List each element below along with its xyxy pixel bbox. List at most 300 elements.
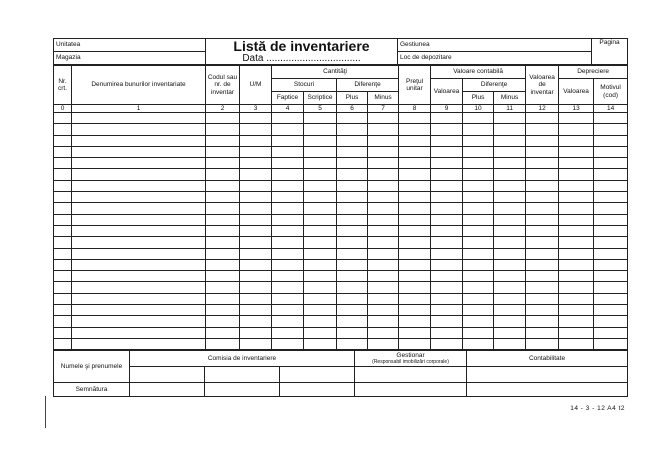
table-cell[interactable] bbox=[206, 180, 240, 191]
table-cell[interactable] bbox=[526, 305, 559, 316]
table-cell[interactable] bbox=[72, 338, 206, 349]
table-cell[interactable] bbox=[594, 259, 628, 270]
table-cell[interactable] bbox=[559, 158, 594, 169]
table-cell[interactable] bbox=[337, 338, 368, 349]
table-cell[interactable] bbox=[272, 259, 304, 270]
table-cell[interactable] bbox=[559, 113, 594, 124]
table-cell[interactable] bbox=[240, 327, 272, 338]
table-cell[interactable] bbox=[399, 113, 431, 124]
table-cell[interactable] bbox=[337, 135, 368, 146]
table-cell[interactable] bbox=[463, 124, 494, 135]
table-cell[interactable] bbox=[399, 305, 431, 316]
table-cell[interactable] bbox=[594, 271, 628, 282]
table-cell[interactable] bbox=[431, 237, 463, 248]
table-cell[interactable] bbox=[526, 225, 559, 236]
table-cell[interactable] bbox=[337, 237, 368, 248]
table-cell[interactable] bbox=[240, 316, 272, 327]
table-cell[interactable] bbox=[526, 135, 559, 146]
table-cell[interactable] bbox=[559, 293, 594, 304]
gestionar-signature[interactable] bbox=[355, 383, 467, 397]
comisia-member-2-signature[interactable] bbox=[205, 383, 280, 397]
table-cell[interactable] bbox=[526, 169, 559, 180]
table-cell[interactable] bbox=[399, 327, 431, 338]
table-cell[interactable] bbox=[72, 237, 206, 248]
table-cell[interactable] bbox=[206, 203, 240, 214]
table-cell[interactable] bbox=[72, 305, 206, 316]
table-cell[interactable] bbox=[240, 124, 272, 135]
table-cell[interactable] bbox=[54, 169, 72, 180]
table-cell[interactable] bbox=[559, 192, 594, 203]
table-cell[interactable] bbox=[272, 180, 304, 191]
table-cell[interactable] bbox=[272, 169, 304, 180]
table-cell[interactable] bbox=[206, 214, 240, 225]
table-cell[interactable] bbox=[368, 169, 399, 180]
table-cell[interactable] bbox=[559, 271, 594, 282]
table-cell[interactable] bbox=[54, 338, 72, 349]
table-cell[interactable] bbox=[431, 113, 463, 124]
table-cell[interactable] bbox=[594, 158, 628, 169]
table-cell[interactable] bbox=[594, 282, 628, 293]
table-cell[interactable] bbox=[494, 259, 526, 270]
table-cell[interactable] bbox=[594, 293, 628, 304]
table-cell[interactable] bbox=[494, 146, 526, 157]
table-cell[interactable] bbox=[54, 146, 72, 157]
table-cell[interactable] bbox=[559, 214, 594, 225]
table-cell[interactable] bbox=[594, 214, 628, 225]
table-cell[interactable] bbox=[526, 271, 559, 282]
table-cell[interactable] bbox=[431, 259, 463, 270]
table-cell[interactable] bbox=[272, 248, 304, 259]
table-cell[interactable] bbox=[272, 316, 304, 327]
table-cell[interactable] bbox=[304, 259, 337, 270]
table-cell[interactable] bbox=[594, 146, 628, 157]
table-cell[interactable] bbox=[206, 192, 240, 203]
table-cell[interactable] bbox=[54, 214, 72, 225]
table-cell[interactable] bbox=[54, 203, 72, 214]
table-cell[interactable] bbox=[304, 192, 337, 203]
table-cell[interactable] bbox=[368, 282, 399, 293]
table-cell[interactable] bbox=[399, 203, 431, 214]
table-cell[interactable] bbox=[559, 225, 594, 236]
table-cell[interactable] bbox=[272, 113, 304, 124]
table-cell[interactable] bbox=[431, 146, 463, 157]
table-cell[interactable] bbox=[494, 271, 526, 282]
table-cell[interactable] bbox=[431, 169, 463, 180]
table-cell[interactable] bbox=[304, 271, 337, 282]
table-cell[interactable] bbox=[431, 124, 463, 135]
table-cell[interactable] bbox=[494, 225, 526, 236]
table-cell[interactable] bbox=[337, 124, 368, 135]
table-cell[interactable] bbox=[337, 305, 368, 316]
table-cell[interactable] bbox=[54, 248, 72, 259]
table-cell[interactable] bbox=[54, 293, 72, 304]
table-cell[interactable] bbox=[206, 293, 240, 304]
table-cell[interactable] bbox=[304, 327, 337, 338]
table-cell[interactable] bbox=[559, 338, 594, 349]
table-cell[interactable] bbox=[206, 248, 240, 259]
table-cell[interactable] bbox=[304, 146, 337, 157]
table-cell[interactable] bbox=[240, 146, 272, 157]
table-cell[interactable] bbox=[72, 158, 206, 169]
table-cell[interactable] bbox=[494, 180, 526, 191]
table-cell[interactable] bbox=[368, 113, 399, 124]
table-cell[interactable] bbox=[337, 158, 368, 169]
table-cell[interactable] bbox=[594, 248, 628, 259]
table-cell[interactable] bbox=[463, 203, 494, 214]
table-cell[interactable] bbox=[206, 135, 240, 146]
table-cell[interactable] bbox=[463, 259, 494, 270]
table-cell[interactable] bbox=[431, 316, 463, 327]
table-cell[interactable] bbox=[594, 124, 628, 135]
table-cell[interactable] bbox=[72, 293, 206, 304]
table-cell[interactable] bbox=[72, 192, 206, 203]
table-cell[interactable] bbox=[594, 180, 628, 191]
table-cell[interactable] bbox=[240, 282, 272, 293]
table-cell[interactable] bbox=[206, 237, 240, 248]
table-cell[interactable] bbox=[559, 237, 594, 248]
table-cell[interactable] bbox=[399, 316, 431, 327]
table-cell[interactable] bbox=[272, 203, 304, 214]
table-cell[interactable] bbox=[72, 214, 206, 225]
table-cell[interactable] bbox=[494, 158, 526, 169]
table-cell[interactable] bbox=[272, 124, 304, 135]
table-cell[interactable] bbox=[72, 169, 206, 180]
table-cell[interactable] bbox=[206, 146, 240, 157]
table-cell[interactable] bbox=[337, 169, 368, 180]
table-cell[interactable] bbox=[206, 124, 240, 135]
pagina-cell[interactable] bbox=[592, 39, 628, 65]
table-cell[interactable] bbox=[272, 305, 304, 316]
table-cell[interactable] bbox=[206, 282, 240, 293]
comisia-member-1-name[interactable] bbox=[130, 367, 205, 383]
table-cell[interactable] bbox=[494, 316, 526, 327]
table-cell[interactable] bbox=[494, 214, 526, 225]
table-cell[interactable] bbox=[54, 180, 72, 191]
table-cell[interactable] bbox=[240, 169, 272, 180]
table-cell[interactable] bbox=[526, 237, 559, 248]
table-cell[interactable] bbox=[399, 169, 431, 180]
table-cell[interactable] bbox=[559, 169, 594, 180]
table-cell[interactable] bbox=[54, 135, 72, 146]
table-cell[interactable] bbox=[304, 282, 337, 293]
table-cell[interactable] bbox=[399, 180, 431, 191]
table-cell[interactable] bbox=[206, 169, 240, 180]
table-cell[interactable] bbox=[240, 225, 272, 236]
date-line[interactable]: Data .................................. bbox=[242, 53, 361, 64]
table-cell[interactable] bbox=[240, 259, 272, 270]
table-cell[interactable] bbox=[54, 282, 72, 293]
table-cell[interactable] bbox=[463, 146, 494, 157]
table-cell[interactable] bbox=[240, 248, 272, 259]
table-cell[interactable] bbox=[304, 180, 337, 191]
table-cell[interactable] bbox=[368, 259, 399, 270]
table-cell[interactable] bbox=[431, 214, 463, 225]
table-cell[interactable] bbox=[494, 124, 526, 135]
contabilitate-name[interactable] bbox=[467, 367, 628, 383]
table-cell[interactable] bbox=[304, 214, 337, 225]
table-cell[interactable] bbox=[463, 293, 494, 304]
table-cell[interactable] bbox=[594, 305, 628, 316]
comisia-member-3-signature[interactable] bbox=[280, 383, 355, 397]
table-cell[interactable] bbox=[272, 327, 304, 338]
table-cell[interactable] bbox=[304, 305, 337, 316]
table-cell[interactable] bbox=[463, 169, 494, 180]
table-cell[interactable] bbox=[304, 316, 337, 327]
table-cell[interactable] bbox=[206, 158, 240, 169]
table-cell[interactable] bbox=[431, 293, 463, 304]
table-cell[interactable] bbox=[240, 338, 272, 349]
table-cell[interactable] bbox=[399, 158, 431, 169]
table-cell[interactable] bbox=[240, 180, 272, 191]
table-cell[interactable] bbox=[240, 237, 272, 248]
table-cell[interactable] bbox=[594, 113, 628, 124]
table-cell[interactable] bbox=[594, 237, 628, 248]
table-cell[interactable] bbox=[54, 124, 72, 135]
table-cell[interactable] bbox=[304, 203, 337, 214]
table-cell[interactable] bbox=[206, 113, 240, 124]
table-cell[interactable] bbox=[526, 338, 559, 349]
table-cell[interactable] bbox=[272, 271, 304, 282]
table-cell[interactable] bbox=[304, 169, 337, 180]
table-cell[interactable] bbox=[526, 259, 559, 270]
table-cell[interactable] bbox=[240, 203, 272, 214]
table-cell[interactable] bbox=[72, 316, 206, 327]
table-cell[interactable] bbox=[463, 305, 494, 316]
table-cell[interactable] bbox=[206, 225, 240, 236]
table-cell[interactable] bbox=[206, 305, 240, 316]
table-cell[interactable] bbox=[337, 316, 368, 327]
table-cell[interactable] bbox=[72, 113, 206, 124]
comisia-member-2-name[interactable] bbox=[205, 367, 280, 383]
table-cell[interactable] bbox=[559, 282, 594, 293]
table-cell[interactable] bbox=[399, 338, 431, 349]
table-cell[interactable] bbox=[272, 192, 304, 203]
table-cell[interactable] bbox=[526, 113, 559, 124]
table-cell[interactable] bbox=[72, 248, 206, 259]
table-cell[interactable] bbox=[559, 248, 594, 259]
table-cell[interactable] bbox=[368, 237, 399, 248]
table-cell[interactable] bbox=[399, 237, 431, 248]
table-cell[interactable] bbox=[54, 271, 72, 282]
table-cell[interactable] bbox=[206, 259, 240, 270]
table-cell[interactable] bbox=[72, 135, 206, 146]
table-cell[interactable] bbox=[337, 146, 368, 157]
table-cell[interactable] bbox=[463, 338, 494, 349]
table-cell[interactable] bbox=[526, 316, 559, 327]
table-cell[interactable] bbox=[463, 135, 494, 146]
table-cell[interactable] bbox=[304, 124, 337, 135]
table-cell[interactable] bbox=[304, 158, 337, 169]
table-cell[interactable] bbox=[399, 225, 431, 236]
table-cell[interactable] bbox=[594, 135, 628, 146]
table-cell[interactable] bbox=[304, 338, 337, 349]
table-cell[interactable] bbox=[431, 135, 463, 146]
table-cell[interactable] bbox=[304, 113, 337, 124]
table-cell[interactable] bbox=[594, 316, 628, 327]
table-cell[interactable] bbox=[559, 259, 594, 270]
contabilitate-signature[interactable] bbox=[467, 383, 628, 397]
table-cell[interactable] bbox=[399, 259, 431, 270]
table-cell[interactable] bbox=[463, 248, 494, 259]
table-cell[interactable] bbox=[463, 316, 494, 327]
table-cell[interactable] bbox=[399, 271, 431, 282]
table-cell[interactable] bbox=[54, 316, 72, 327]
table-cell[interactable] bbox=[240, 271, 272, 282]
table-cell[interactable] bbox=[526, 327, 559, 338]
table-cell[interactable] bbox=[272, 282, 304, 293]
table-cell[interactable] bbox=[337, 327, 368, 338]
table-cell[interactable] bbox=[431, 282, 463, 293]
gestionar-name[interactable] bbox=[355, 367, 467, 383]
table-cell[interactable] bbox=[399, 146, 431, 157]
table-cell[interactable] bbox=[494, 327, 526, 338]
table-cell[interactable] bbox=[431, 225, 463, 236]
table-cell[interactable] bbox=[526, 146, 559, 157]
table-cell[interactable] bbox=[368, 225, 399, 236]
table-cell[interactable] bbox=[206, 338, 240, 349]
comisia-member-3-name[interactable] bbox=[280, 367, 355, 383]
table-cell[interactable] bbox=[463, 225, 494, 236]
table-cell[interactable] bbox=[431, 327, 463, 338]
table-cell[interactable] bbox=[463, 237, 494, 248]
table-cell[interactable] bbox=[431, 158, 463, 169]
table-cell[interactable] bbox=[368, 180, 399, 191]
table-cell[interactable] bbox=[337, 203, 368, 214]
table-cell[interactable] bbox=[399, 124, 431, 135]
table-cell[interactable] bbox=[431, 271, 463, 282]
table-cell[interactable] bbox=[594, 192, 628, 203]
table-cell[interactable] bbox=[304, 135, 337, 146]
table-cell[interactable] bbox=[304, 248, 337, 259]
table-cell[interactable] bbox=[463, 192, 494, 203]
table-cell[interactable] bbox=[272, 338, 304, 349]
table-cell[interactable] bbox=[594, 203, 628, 214]
table-cell[interactable] bbox=[337, 282, 368, 293]
table-cell[interactable] bbox=[240, 113, 272, 124]
table-cell[interactable] bbox=[431, 180, 463, 191]
table-cell[interactable] bbox=[399, 214, 431, 225]
table-cell[interactable] bbox=[559, 146, 594, 157]
table-cell[interactable] bbox=[368, 135, 399, 146]
table-cell[interactable] bbox=[399, 135, 431, 146]
table-cell[interactable] bbox=[526, 293, 559, 304]
table-cell[interactable] bbox=[399, 192, 431, 203]
table-cell[interactable] bbox=[304, 237, 337, 248]
table-cell[interactable] bbox=[368, 203, 399, 214]
table-cell[interactable] bbox=[368, 327, 399, 338]
table-cell[interactable] bbox=[368, 214, 399, 225]
table-cell[interactable] bbox=[54, 113, 72, 124]
table-cell[interactable] bbox=[399, 248, 431, 259]
table-cell[interactable] bbox=[54, 192, 72, 203]
table-cell[interactable] bbox=[72, 327, 206, 338]
table-cell[interactable] bbox=[54, 259, 72, 270]
table-cell[interactable] bbox=[72, 225, 206, 236]
table-cell[interactable] bbox=[431, 248, 463, 259]
table-cell[interactable] bbox=[337, 259, 368, 270]
table-cell[interactable] bbox=[463, 271, 494, 282]
table-cell[interactable] bbox=[72, 146, 206, 157]
table-cell[interactable] bbox=[272, 135, 304, 146]
table-cell[interactable] bbox=[368, 338, 399, 349]
table-cell[interactable] bbox=[304, 293, 337, 304]
table-cell[interactable] bbox=[494, 169, 526, 180]
table-cell[interactable] bbox=[72, 180, 206, 191]
table-cell[interactable] bbox=[337, 113, 368, 124]
table-cell[interactable] bbox=[337, 225, 368, 236]
table-cell[interactable] bbox=[594, 169, 628, 180]
table-cell[interactable] bbox=[240, 192, 272, 203]
table-cell[interactable] bbox=[72, 282, 206, 293]
table-cell[interactable] bbox=[240, 135, 272, 146]
table-cell[interactable] bbox=[272, 146, 304, 157]
table-cell[interactable] bbox=[54, 237, 72, 248]
table-cell[interactable] bbox=[337, 214, 368, 225]
table-cell[interactable] bbox=[559, 135, 594, 146]
table-cell[interactable] bbox=[494, 282, 526, 293]
table-cell[interactable] bbox=[368, 124, 399, 135]
table-cell[interactable] bbox=[526, 158, 559, 169]
table-cell[interactable] bbox=[272, 293, 304, 304]
table-cell[interactable] bbox=[399, 282, 431, 293]
table-cell[interactable] bbox=[368, 293, 399, 304]
table-cell[interactable] bbox=[494, 237, 526, 248]
table-cell[interactable] bbox=[431, 203, 463, 214]
table-cell[interactable] bbox=[368, 146, 399, 157]
table-cell[interactable] bbox=[494, 203, 526, 214]
table-cell[interactable] bbox=[54, 327, 72, 338]
table-cell[interactable] bbox=[240, 293, 272, 304]
table-cell[interactable] bbox=[304, 225, 337, 236]
table-cell[interactable] bbox=[368, 305, 399, 316]
table-cell[interactable] bbox=[54, 158, 72, 169]
table-cell[interactable] bbox=[206, 316, 240, 327]
table-cell[interactable] bbox=[368, 316, 399, 327]
table-cell[interactable] bbox=[559, 316, 594, 327]
table-cell[interactable] bbox=[463, 282, 494, 293]
table-cell[interactable] bbox=[494, 192, 526, 203]
table-cell[interactable] bbox=[463, 180, 494, 191]
table-cell[interactable] bbox=[594, 338, 628, 349]
table-cell[interactable] bbox=[368, 192, 399, 203]
table-cell[interactable] bbox=[54, 305, 72, 316]
table-cell[interactable] bbox=[494, 248, 526, 259]
table-cell[interactable] bbox=[72, 271, 206, 282]
table-cell[interactable] bbox=[337, 293, 368, 304]
table-cell[interactable] bbox=[431, 192, 463, 203]
table-cell[interactable] bbox=[337, 248, 368, 259]
table-cell[interactable] bbox=[526, 180, 559, 191]
table-cell[interactable] bbox=[463, 327, 494, 338]
table-cell[interactable] bbox=[54, 225, 72, 236]
table-cell[interactable] bbox=[559, 305, 594, 316]
table-cell[interactable] bbox=[463, 214, 494, 225]
table-cell[interactable] bbox=[559, 180, 594, 191]
table-cell[interactable] bbox=[240, 214, 272, 225]
table-cell[interactable] bbox=[463, 113, 494, 124]
table-cell[interactable] bbox=[337, 192, 368, 203]
table-cell[interactable] bbox=[337, 180, 368, 191]
table-cell[interactable] bbox=[240, 305, 272, 316]
table-cell[interactable] bbox=[559, 203, 594, 214]
table-cell[interactable] bbox=[272, 225, 304, 236]
table-cell[interactable] bbox=[272, 237, 304, 248]
table-cell[interactable] bbox=[272, 158, 304, 169]
table-cell[interactable] bbox=[494, 305, 526, 316]
table-cell[interactable] bbox=[526, 192, 559, 203]
table-cell[interactable] bbox=[368, 248, 399, 259]
table-cell[interactable] bbox=[399, 293, 431, 304]
